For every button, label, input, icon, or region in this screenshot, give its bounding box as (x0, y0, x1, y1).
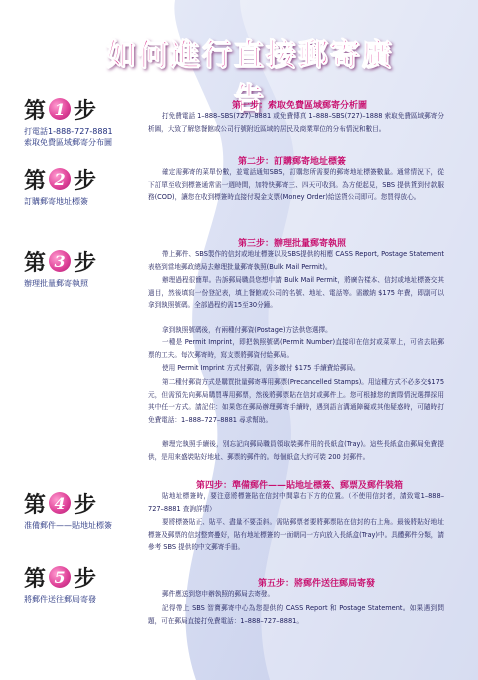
step-caption: 准備郵件——貼地址標簽 (24, 521, 112, 530)
step-2-badge (24, 164, 144, 207)
section-1-heading: 第一步：索取免費區域郵寄分析圖 (232, 101, 368, 111)
section-5-heading: 第五步：將郵件送往郵局寄發 (258, 579, 376, 589)
step-bu-char: 步 (74, 491, 97, 518)
step-3-badge (24, 246, 144, 289)
section-4-heading: 第四步：準備郵件——貼地址標簽、郵票及郵件裝箱 (196, 481, 404, 491)
step-bu-char: 步 (74, 167, 97, 194)
section-3-para-5: 使用 Permit Imprint 方式付郵資，需多繳付 $175 手續費給郵局。 (162, 364, 360, 372)
section-3-para-7: 辦理完執照手續後，別忘記向郵局職員領取裝郵件用的長紙盒(Tray)。這些長紙盒由郵局免費提供，是用來盛裝貼好地址、郵票的郵件的。每個紙盒大約可裝 200 封郵件。 (148, 440, 444, 461)
step-di-char: 第 (24, 565, 47, 592)
step-number-circle: 3 (49, 250, 71, 272)
step-caption: 辦理批量郵寄執照 (24, 279, 88, 288)
step-number-circle: 2 (49, 168, 71, 190)
step-1-badge (24, 94, 144, 148)
step-number-circle: 4 (49, 492, 71, 514)
section-3-para-4: 一種是 Permit Imprint，即把執照號碼(Permit Number)直接印在信封或菜單上，可省去貼郵票的工夫。每次郵寄時，寫支票將郵資付給郵局。 (148, 338, 444, 359)
section-4-para-1: 貼地址標簽時，要注意將標簽貼在信封中間靠右下方的位置。（不使用信封者，請致電1–888–727–8881 查詢詳情） (148, 492, 444, 513)
step-4-badge (24, 488, 144, 531)
step-5-badge (24, 562, 144, 605)
step-number-circle: 1 (49, 98, 71, 120)
step-di-char: 第 (24, 491, 47, 518)
step-caption: 訂購郵寄地址標簽 (24, 197, 88, 206)
step-bu-char: 步 (74, 249, 97, 276)
section-3-para-6: 第二種付郵資方式是購買批量郵寄專用郵票(Precancelled Stamps)。用這種方式不必多交$175元，但需預先向郵局購買專用郵票，然後將郵票貼在信封或郵件上。您可根據您的實際情況選擇採用其中任一方式。請記住：如果您在郵局辦理郵寄手續時，遇到語言溝通障礙或其他疑惑時，可隨時打免費電話：1–888–727–8881 尋求幫助。 (148, 378, 445, 424)
page-title: 如何進行直接郵寄廣告 (106, 38, 394, 117)
section-3-para-1: 帶上郵件、SBS製作的信封或地址標簽以及SBS提供的相應 CASS Report, Postage Statement 表格到當地郵政總局去辦理批量郵寄執照(Bulk Mail Permit)。 (148, 250, 444, 271)
step-caption: 將郵件送往郵局寄發 (24, 595, 96, 604)
section-4-para-2: 要將標簽貼正、貼平、盡量不要歪斜。需貼郵票者要將郵票貼在信封的右上角。最後將貼好地址標簽及郵票的信封整齊疊好，貼有地址標簽的一面朝同一方向放入長紙盒(Tray)中。具體郵件分類，請參考 SBS 提供的中文郵寄手冊。 (148, 518, 444, 552)
step-di-char: 第 (24, 97, 47, 124)
step-bu-char: 步 (74, 97, 97, 124)
section-5-para-2: 記得帶上 SBS 智寶郵寄中心為您提供的 CASS Report 和 Postage Statement。如果遇到問題，可在郵局直接打免費電話：1–888–727–8881。 (148, 604, 444, 625)
section-1-para-1: 打免費電話 1–888–SBS(727)–8881 或免費傳真 1–888–SBS(727)–1888 索取免費區域郵寄分析圖，大致了解您餐館或公司行號附近區域的居民及商業單位的分布情況和數目。 (148, 112, 444, 133)
step-bu-char: 步 (74, 565, 97, 592)
section-2-para-1: 確定需郵寄的菜單份數，並電話通知SBS，訂購您所需要的郵寄地址標簽數量。通常情況下，從下訂單至收到標簽通常需一週時間，加特快郵寄三、四天可收到。為方便起見，SBS 提供貨到付款服務(COD)，讓您在收到標簽時直接付現金支票(Money Order)給送貨公司即可。您買得放心。 (148, 168, 444, 202)
step-di-char: 第 (24, 249, 47, 276)
section-3-para-2: 辦理過程很簡單。告訴郵局職員您想申請 Bulk Mail Permit，將廣告樣本、信封或地址標簽交其過目，然後填寫一份登記表，填上餐館或公司的名號、地址、電話等。需繳納 $175 年費，即副可以拿到執照號碼。全部過程約需15至30分鐘。 (148, 276, 444, 310)
section-3-heading: 第三步：辦理批量郵寄執照 (238, 239, 347, 249)
step-di-char: 第 (24, 167, 47, 194)
section-5-para-1: 郵件應送到您申辦執照的郵局去寄發。 (162, 590, 275, 598)
step-caption: 打電話1-888-727-8881 索取免費區域郵寄分布圖 (24, 127, 113, 147)
section-2-heading: 第二步：訂購郵寄地址標簽 (238, 157, 347, 167)
section-3-para-3: 拿到執照號碼後，有兩種付郵資(Postage)方法供您選擇。 (162, 326, 332, 334)
step-number-circle: 5 (49, 566, 71, 588)
